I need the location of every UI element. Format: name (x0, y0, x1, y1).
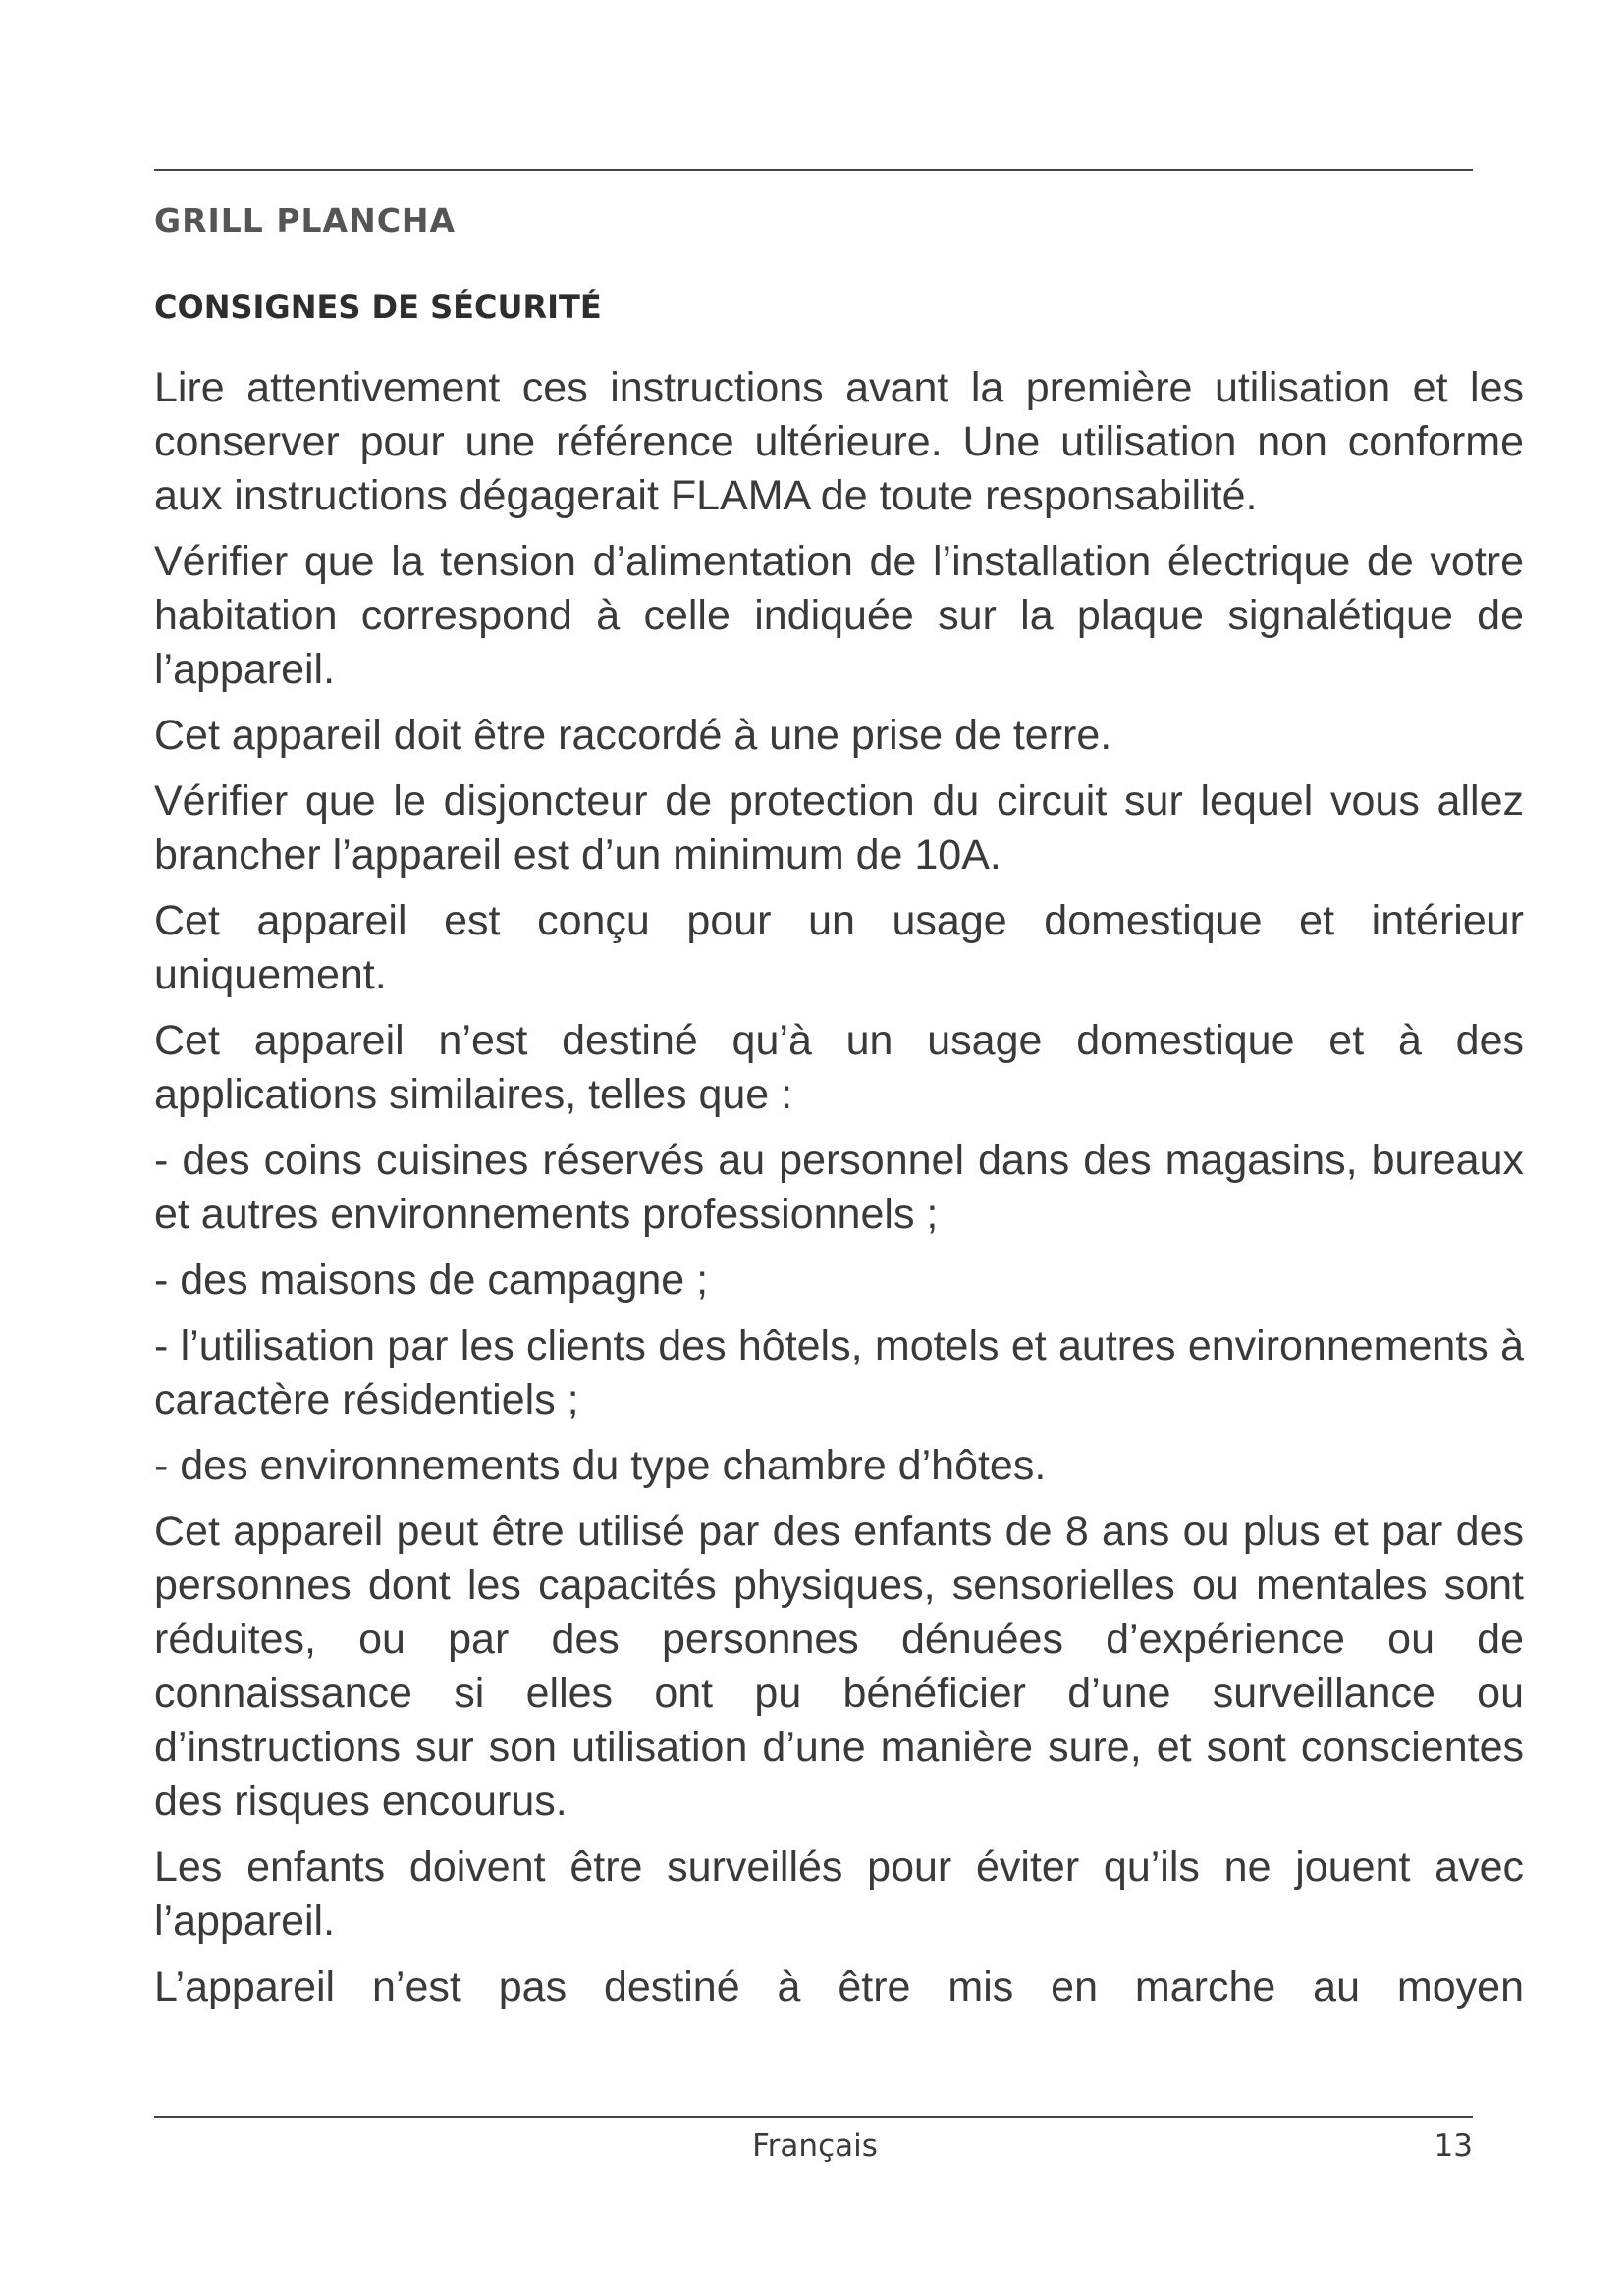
list-item: - des maisons de campagne ; (154, 1256, 709, 1304)
paragraph: L’appareil n’est pas destiné à être mis en marche au moyen (154, 1963, 1524, 2010)
paragraph: Lire attentivement ces instructions avant la première utilisation et les conserver pour une référence ultérieure. Une utilisation non conforme aux instructions dégagerait FLAMA de toute responsabilité. (154, 364, 1524, 519)
list-item: - l’utilisation par les clients des hôtels, motels et autres environnements à caractère résidentiels ; (154, 1322, 1524, 1423)
paragraph: Les enfants doivent être surveillés pour éviter qu’ils ne jouent avec l’appareil. (154, 1843, 1524, 1945)
page-number: 13 (1434, 2128, 1473, 2163)
header-rule (154, 169, 1473, 171)
paragraph: Vérifier que la tension d’alimentation de l’installation électrique de votre habitation correspond à celle indiquée sur la plaque signalétique de l’appareil. (154, 538, 1524, 693)
paragraph: Cet appareil doit être raccordé à une prise de terre. (154, 712, 1112, 759)
list-item: - des coins cuisines réservés au personnel dans des magasins, bureaux et autres environnements professionnels ; (154, 1137, 1524, 1238)
paragraph: Cet appareil peut être utilisé par des enfants de 8 ans ou plus et par des personnes dont les capacités physiques, sensorielles ou mentales sont réduites, ou par des personnes dénuées d’expérience ou de connaissance si elles ont pu bénéficier d’une surveillance ou d’instructions sur son utilisation d’une manière sure, et sont conscientes des risques encourus. (154, 1508, 1524, 1825)
list-item: - des environnements du type chambre d’hôtes. (154, 1442, 1047, 1489)
paragraph: Vérifier que le disjoncteur de protection du circuit sur lequel vous allez brancher l’appareil est d’un minimum de 10A. (154, 777, 1524, 879)
paragraph: Cet appareil est conçu pour un usage domestique et intérieur uniquement. (154, 897, 1524, 998)
footer-rule (154, 2116, 1473, 2118)
body-text (154, 361, 1524, 2014)
section-header: GRILL PLANCHA (154, 201, 457, 240)
footer-language: Français (752, 2128, 878, 2163)
page-title: CONSIGNES DE SÉCURITÉ (154, 289, 602, 326)
paragraph: Cet appareil n’est destiné qu’à un usage domestique et à des applications similaires, telles que : (154, 1017, 1524, 1118)
